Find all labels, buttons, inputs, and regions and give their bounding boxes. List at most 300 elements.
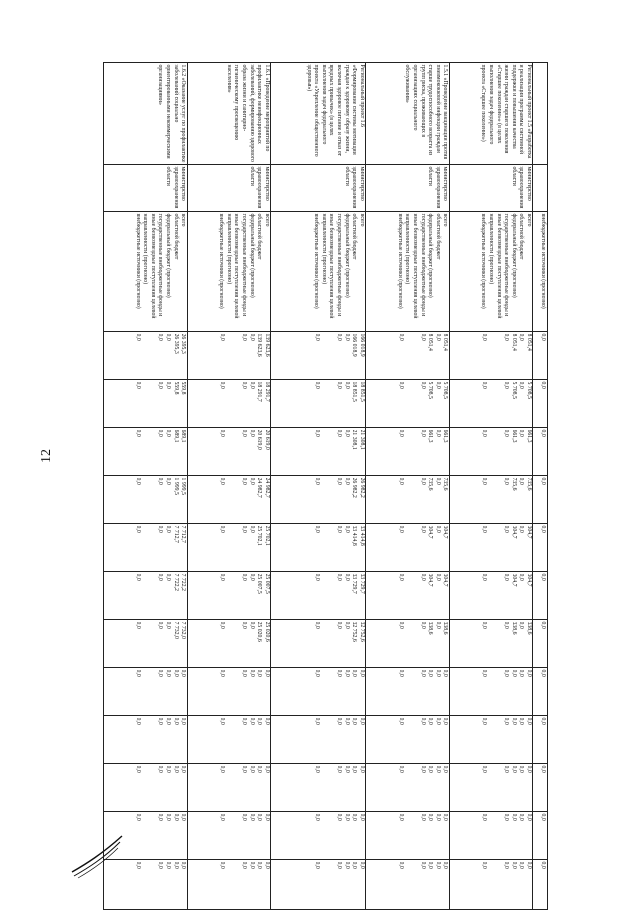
value: 0,0	[157, 573, 164, 581]
value: 0,0	[397, 669, 404, 677]
value: 0,0	[525, 861, 532, 869]
value: 0,0	[503, 765, 510, 773]
value: 33 414,8	[351, 525, 358, 546]
value: 0,0	[157, 861, 164, 869]
value: 0,0	[263, 669, 270, 677]
value: 0,0	[180, 669, 187, 677]
value-cell	[449, 332, 533, 380]
value: 0,0	[525, 813, 532, 821]
value-cell	[366, 380, 450, 428]
value: 0,0	[157, 429, 164, 437]
value: 661,3	[427, 429, 434, 443]
project-row	[187, 63, 271, 910]
value-cell	[366, 860, 450, 910]
value: 0,0	[336, 621, 343, 629]
source-label: областной бюджет	[351, 213, 358, 260]
value: 0,0	[397, 861, 404, 869]
value: 0,0	[343, 381, 350, 389]
value-cell	[366, 620, 450, 668]
project-row	[449, 63, 533, 910]
value: 0,0	[343, 813, 350, 821]
value: 33 729,7	[358, 573, 365, 594]
value: 0,0	[434, 333, 441, 341]
source-label: государственные внебюджетные фонды и иные безвозмездные поступления целевой направленности (прогнозно)	[225, 213, 247, 319]
value: 0,0	[164, 861, 171, 869]
value: 0,0	[518, 813, 525, 821]
value-cell: 0,0	[533, 620, 548, 668]
value: 0,0	[263, 813, 270, 821]
value: 0,0	[397, 621, 404, 629]
value: 0,0	[240, 333, 247, 341]
value-cell	[187, 764, 271, 812]
value: 0,0	[157, 333, 164, 341]
value: 338,6	[510, 621, 517, 635]
project-name: 1.6.2 «Оказание услуг по профилактике заболеваний социально ориентированными некоммерческими организациями»	[104, 63, 188, 165]
project-row	[271, 63, 366, 910]
value: 0,0	[218, 525, 225, 533]
value: 5 708,5	[427, 381, 434, 399]
source-cell: внебюджетные источники (прогнозно)	[533, 212, 548, 332]
value: 0,0	[248, 621, 255, 629]
value-cell	[449, 860, 533, 910]
value: 0,0	[164, 477, 171, 485]
value: 0,0	[218, 621, 225, 629]
value: 0,0	[481, 861, 488, 869]
value-cell	[449, 380, 533, 428]
value-cell	[187, 476, 271, 524]
value: 0,0	[240, 717, 247, 725]
value: 18 291,7	[263, 381, 270, 402]
value: 0,0	[248, 669, 255, 677]
value: 20 619,0	[256, 429, 263, 450]
value: 0,0	[336, 813, 343, 821]
value: 0,0	[172, 669, 179, 677]
source-cell	[104, 212, 188, 332]
value-cell	[366, 428, 450, 476]
value: 0,0	[256, 765, 263, 773]
value: 0,0	[518, 477, 525, 485]
value: 25 007,5	[263, 573, 270, 594]
value: 0,0	[218, 717, 225, 725]
source-label: федеральный бюджет (прогнозно)	[248, 213, 255, 298]
value: 0,0	[256, 861, 263, 869]
value: 0,0	[434, 477, 441, 485]
value-cell	[271, 716, 366, 764]
value: 0,0	[248, 765, 255, 773]
value-cell	[104, 860, 188, 910]
value: 25 020,6	[256, 621, 263, 642]
value: 20 619,0	[263, 429, 270, 450]
value: 7 712,7	[172, 525, 179, 543]
value: 25 702,1	[263, 525, 270, 546]
source-label: всего	[358, 213, 365, 227]
value: 0,0	[358, 813, 365, 821]
value: 0,0	[518, 621, 525, 629]
value: 0,0	[427, 669, 434, 677]
value: 33 414,8	[358, 525, 365, 546]
value: 7 712,7	[180, 525, 187, 543]
value: 0,0	[510, 717, 517, 725]
source-label: внебюджетные источники (прогнозно)	[218, 213, 225, 309]
value: 735,6	[510, 477, 517, 491]
value-cell: 0,0	[533, 332, 548, 380]
value: 0,0	[518, 429, 525, 437]
value: 0,0	[336, 669, 343, 677]
source-label: всего	[263, 213, 270, 227]
value: 0,0	[397, 573, 404, 581]
value-cell	[104, 428, 188, 476]
value: 7 722,2	[172, 573, 179, 591]
value: 0,0	[248, 813, 255, 821]
value: 0,0	[343, 861, 350, 869]
value: 0,0	[343, 669, 350, 677]
value: 21 308,1	[351, 429, 358, 450]
source-cell	[271, 212, 366, 332]
value: 0,0	[397, 765, 404, 773]
value: 0,0	[419, 765, 426, 773]
value: 0,0	[434, 621, 441, 629]
value: 0,0	[397, 333, 404, 341]
value: 0,0	[419, 669, 426, 677]
value: 0,0	[172, 765, 179, 773]
value: 735,6	[525, 477, 532, 491]
value: 5 708,5	[525, 381, 532, 399]
value-cell: 0,0	[533, 668, 548, 716]
value: 0,0	[434, 765, 441, 773]
value: 0,0	[351, 765, 358, 773]
value: 0,0	[434, 669, 441, 677]
value-cell: 0,0	[533, 428, 548, 476]
value: 0,0	[351, 669, 358, 677]
value: 0,0	[518, 765, 525, 773]
value: 0,0	[434, 717, 441, 725]
value: 304,7	[510, 525, 517, 539]
value: 0,0	[240, 525, 247, 533]
source-label: внебюджетные источники (прогнозно)	[313, 213, 320, 309]
value: 0,0	[218, 861, 225, 869]
value: 0,0	[314, 621, 321, 629]
value: 0,0	[157, 669, 164, 677]
value-cell: 0,0	[533, 860, 548, 910]
value: 0,0	[351, 813, 358, 821]
value-cell	[104, 380, 188, 428]
value: 0,0	[419, 621, 426, 629]
value: 0,0	[314, 717, 321, 725]
value: 0,0	[503, 477, 510, 485]
value: 1 999,5	[180, 477, 187, 495]
value: 0,0	[218, 381, 225, 389]
value: 0,0	[164, 333, 171, 341]
value: 7 732,0	[172, 621, 179, 639]
value: 0,0	[164, 381, 171, 389]
value: 24 982,7	[256, 477, 263, 498]
value: 0,0	[256, 717, 263, 725]
value: 0,0	[419, 477, 426, 485]
value: 0,0	[397, 717, 404, 725]
value: 0,0	[180, 765, 187, 773]
value: 0,0	[135, 381, 142, 389]
value: 0,0	[248, 429, 255, 437]
budget-table	[103, 62, 548, 869]
value: 0,0	[164, 429, 171, 437]
project-name: Региональный проект 1.5 «Разработка и реализация программы системной поддержки и повышения качества жизни граждан старшего поколения «Старшее поколение»» (в целях выполнения задач федерального проекта «Старшее поколение»)	[449, 63, 533, 165]
value: 8 051,4	[442, 333, 449, 351]
source-label: всего	[525, 213, 532, 227]
value: 689,1	[180, 429, 187, 443]
value: 0,0	[135, 573, 142, 581]
value: 166 018,9	[351, 333, 358, 357]
value: 0,0	[164, 813, 171, 821]
value: 0,0	[172, 861, 179, 869]
value: 33 729,7	[351, 573, 358, 594]
value: 0,0	[218, 813, 225, 821]
value: 0,0	[481, 765, 488, 773]
value: 661,3	[525, 429, 532, 443]
value: 0,0	[481, 717, 488, 725]
value: 338,6	[525, 621, 532, 635]
value: 0,0	[314, 861, 321, 869]
value: 0,0	[180, 861, 187, 869]
value: 0,0	[419, 573, 426, 581]
value: 0,0	[481, 621, 488, 629]
value: 0,0	[164, 765, 171, 773]
value: 0,0	[336, 333, 343, 341]
value: 0,0	[240, 573, 247, 581]
source-cell	[187, 212, 271, 332]
executor-cell: министерство здравоохранения области	[366, 165, 450, 212]
value: 26 395,3	[172, 333, 179, 354]
value: 8 051,4	[525, 333, 532, 351]
value: 0,0	[442, 765, 449, 773]
value-cell	[187, 812, 271, 860]
value: 0,0	[442, 669, 449, 677]
value: 0,0	[343, 717, 350, 725]
value: 21 308,1	[358, 429, 365, 450]
value-cell	[449, 668, 533, 716]
value: 0,0	[218, 429, 225, 437]
budget-grid	[103, 62, 548, 910]
value: 166 018,9	[358, 333, 365, 357]
value-cell	[187, 668, 271, 716]
source-label: областной бюджет	[434, 213, 441, 260]
value: 338,6	[427, 621, 434, 635]
value: 0,0	[419, 813, 426, 821]
value: 0,0	[518, 573, 525, 581]
value: 0,0	[336, 381, 343, 389]
value: 0,0	[427, 861, 434, 869]
value: 0,0	[135, 429, 142, 437]
value: 0,0	[510, 861, 517, 869]
value-cell	[449, 572, 533, 620]
value: 0,0	[157, 621, 164, 629]
value-cell	[104, 668, 188, 716]
executor-cell: министерство здравоохранения области	[449, 165, 533, 212]
value: 0,0	[218, 765, 225, 773]
value-cell	[104, 476, 188, 524]
value-cell: 0,0	[533, 812, 548, 860]
value: 139 623,6	[256, 333, 263, 357]
value: 26 982,2	[351, 477, 358, 498]
value: 0,0	[157, 717, 164, 725]
value: 0,0	[419, 525, 426, 533]
value: 26 982,2	[358, 477, 365, 498]
value: 0,0	[343, 525, 350, 533]
value-cell	[187, 716, 271, 764]
value: 0,0	[503, 333, 510, 341]
value: 0,0	[481, 333, 488, 341]
value: 0,0	[518, 669, 525, 677]
value-cell	[449, 764, 533, 812]
value: 0,0	[240, 381, 247, 389]
value: 304,7	[442, 525, 449, 539]
value: 0,0	[351, 717, 358, 725]
source-label: государственные внебюджетные фонды и иные безвозмездные поступления целевой направленности (прогнозно)	[404, 213, 426, 319]
value: 0,0	[240, 429, 247, 437]
source-label: областной бюджет	[256, 213, 263, 260]
value: 0,0	[157, 765, 164, 773]
source-label: внебюджетные источники (прогнозно)	[480, 213, 487, 309]
value-cell	[366, 476, 450, 524]
value: 0,0	[358, 861, 365, 869]
value: 0,0	[180, 813, 187, 821]
value-cell	[187, 332, 271, 380]
value: 689,1	[172, 429, 179, 443]
value: 0,0	[240, 765, 247, 773]
source-label: областной бюджет	[172, 213, 179, 260]
value-cell	[104, 572, 188, 620]
value: 18 851,5	[351, 381, 358, 402]
value-cell	[104, 524, 188, 572]
value: 0,0	[503, 813, 510, 821]
value-cell	[366, 716, 450, 764]
value: 0,0	[164, 525, 171, 533]
value: 0,0	[135, 669, 142, 677]
value: 0,0	[427, 765, 434, 773]
value-cell: 0,0	[533, 476, 548, 524]
value: 0,0	[164, 717, 171, 725]
value: 0,0	[503, 525, 510, 533]
value: 0,0	[240, 861, 247, 869]
value: 0,0	[343, 477, 350, 485]
value: 0,0	[263, 861, 270, 869]
source-label: федеральный бюджет (прогнозно)	[510, 213, 517, 298]
value: 0,0	[434, 813, 441, 821]
value: 24 982,7	[263, 477, 270, 498]
value: 304,7	[525, 573, 532, 587]
value: 0,0	[343, 765, 350, 773]
value: 0,0	[157, 477, 164, 485]
value: 0,0	[240, 813, 247, 821]
value-cell	[187, 524, 271, 572]
value: 0,0	[343, 621, 350, 629]
value: 0,0	[172, 813, 179, 821]
value: 0,0	[135, 717, 142, 725]
value: 0,0	[218, 477, 225, 485]
value-cell	[271, 764, 366, 812]
value: 0,0	[314, 765, 321, 773]
value-cell	[366, 332, 450, 380]
value-cell	[271, 668, 366, 716]
value: 25 007,5	[256, 573, 263, 594]
name-cell	[533, 63, 548, 165]
value: 0,0	[503, 429, 510, 437]
value: 661,3	[510, 429, 517, 443]
value: 0,0	[481, 813, 488, 821]
value-cell: 0,0	[533, 380, 548, 428]
value: 0,0	[248, 477, 255, 485]
value: 0,0	[248, 333, 255, 341]
value: 0,0	[343, 573, 350, 581]
executor-cell	[533, 165, 548, 212]
value: 18 291,7	[256, 381, 263, 402]
value: 0,0	[525, 669, 532, 677]
value-cell	[187, 572, 271, 620]
value: 0,0	[248, 861, 255, 869]
value: 0,0	[263, 765, 270, 773]
value: 0,0	[358, 717, 365, 725]
value: 0,0	[481, 381, 488, 389]
value: 0,0	[427, 813, 434, 821]
value: 0,0	[518, 333, 525, 341]
value: 735,6	[427, 477, 434, 491]
value: 304,7	[442, 573, 449, 587]
value-cell	[271, 572, 366, 620]
value: 0,0	[525, 765, 532, 773]
value: 0,0	[518, 381, 525, 389]
value: 0,0	[218, 669, 225, 677]
value: 0,0	[419, 429, 426, 437]
value: 0,0	[240, 477, 247, 485]
page-number: 12	[39, 449, 54, 463]
value: 0,0	[510, 813, 517, 821]
value: 0,0	[135, 861, 142, 869]
value: 0,0	[442, 813, 449, 821]
value: 0,0	[157, 381, 164, 389]
value: 7 722,2	[180, 573, 187, 591]
value: 0,0	[518, 525, 525, 533]
value: 8 051,4	[427, 333, 434, 351]
value: 0,0	[248, 573, 255, 581]
value-cell	[104, 764, 188, 812]
value: 0,0	[503, 381, 510, 389]
value: 0,0	[248, 717, 255, 725]
source-label: государственные внебюджетные фонды и иные безвозмездные поступления целевой направленности (прогнозно)	[488, 213, 510, 319]
source-cell	[449, 212, 533, 332]
value-cell	[187, 860, 271, 910]
value-cell	[449, 716, 533, 764]
value: 0,0	[248, 525, 255, 533]
value: 0,0	[481, 525, 488, 533]
value: 0,0	[135, 765, 142, 773]
value: 0,0	[135, 621, 142, 629]
value: 0,0	[135, 477, 142, 485]
value: 0,0	[518, 717, 525, 725]
value: 5 708,5	[442, 381, 449, 399]
value: 0,0	[481, 477, 488, 485]
value: 0,0	[343, 429, 350, 437]
value: 0,0	[503, 621, 510, 629]
value: 0,0	[397, 525, 404, 533]
value: 735,6	[442, 477, 449, 491]
value: 0,0	[358, 765, 365, 773]
source-cell	[366, 212, 450, 332]
value: 0,0	[135, 813, 142, 821]
value-cell	[449, 620, 533, 668]
value: 0,0	[164, 573, 171, 581]
source-label: внебюджетные источники (прогнозно)	[396, 213, 403, 309]
source-label: всего	[180, 213, 187, 227]
value: 0,0	[314, 669, 321, 677]
